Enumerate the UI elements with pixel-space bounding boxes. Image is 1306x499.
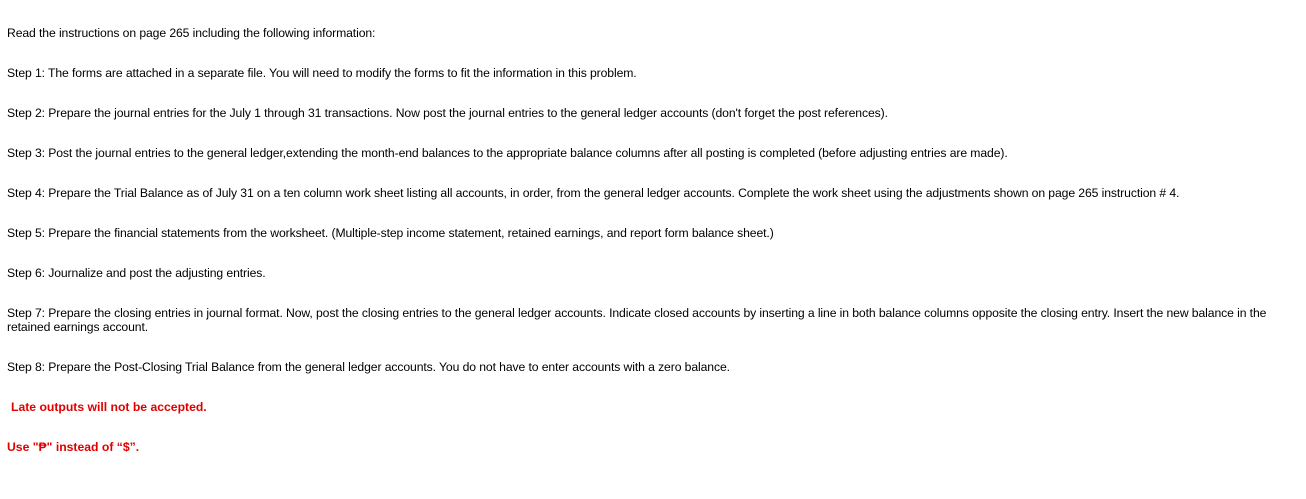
step-2: Step 2: Prepare the journal entries for the July 1 through 31 transactions. Now post the journal entries to the general ledger accounts (don't forget the post references). — [7, 106, 888, 120]
step-4: Step 4: Prepare the Trial Balance as of July 31 on a ten column work sheet listing all accounts, in order, from the general ledger accounts. Complete the work sheet using the adjustments shown on page 265 instruction # 4. — [7, 186, 1180, 200]
step-6: Step 6: Journalize and post the adjusting entries. — [7, 266, 266, 280]
currency-notice: Use "₱" instead of “$”. — [7, 440, 140, 454]
step-7: Step 7: Prepare the closing entries in journal format. Now, post the closing entries to the general ledger accounts. Indicate closed accounts by inserting a line in both balance columns opposite the closing entry. Insert the new balance in the retained earnings account. — [7, 306, 1267, 334]
step-8: Step 8: Prepare the Post-Closing Trial Balance from the general ledger accounts. You do not have to enter accounts with a zero balance. — [7, 360, 730, 374]
intro-text: Read the instructions on page 265 including the following information: — [7, 26, 376, 40]
instructions-document — [7, 26, 1299, 454]
step-5: Step 5: Prepare the financial statements from the worksheet. (Multiple-step income statement, retained earnings, and report form balance sheet.) — [7, 226, 774, 240]
late-outputs-notice: Late outputs will not be accepted. — [11, 400, 207, 414]
step-1: Step 1: The forms are attached in a separate file. You will need to modify the forms to fit the information in this problem. — [7, 66, 637, 80]
step-3: Step 3: Post the journal entries to the general ledger,extending the month-end balances to the appropriate balance columns after all posting is completed (before adjusting entries are made). — [7, 146, 1008, 160]
